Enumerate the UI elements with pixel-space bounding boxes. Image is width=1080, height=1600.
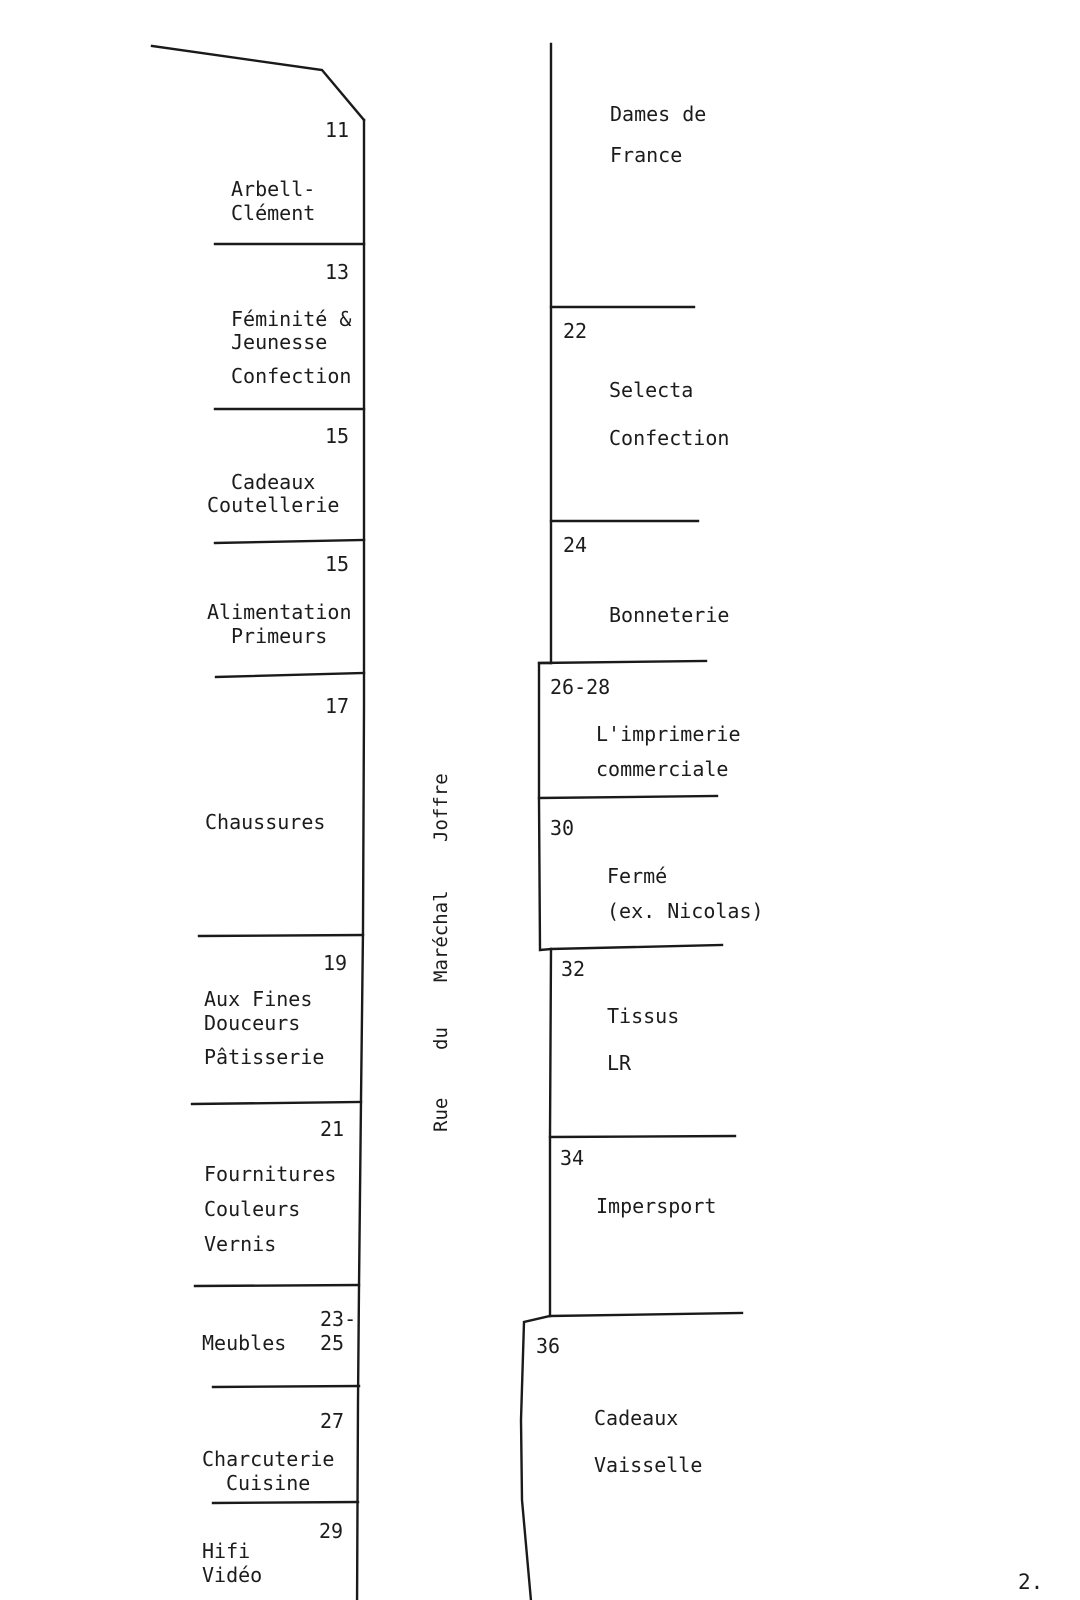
shop-name: Vidéo: [202, 1563, 263, 1587]
shop-number: 32: [561, 957, 586, 981]
shop-name: France: [610, 143, 683, 167]
left-top-boundary: [152, 46, 364, 120]
street-word-rue: Rue: [430, 1097, 452, 1132]
shop-name: Fournitures: [204, 1162, 337, 1186]
street-word-joffre: Joffre: [430, 773, 452, 842]
shop-name: Pâtisserie: [204, 1045, 325, 1069]
right-shops: [536, 102, 764, 1477]
left-divider-19-21: [192, 1102, 361, 1104]
left-divider-15-15: [215, 540, 364, 543]
shop-name: Bonneterie: [609, 603, 730, 627]
right-bottom-edge: [521, 1316, 550, 1600]
shop-name: Douceurs: [204, 1011, 301, 1035]
street-word-du: du: [430, 1027, 452, 1050]
shop-name: Hifi: [202, 1539, 251, 1563]
shop-number: 29: [319, 1519, 344, 1543]
left-divider-17-19: [199, 935, 363, 936]
shop-number: 27: [320, 1409, 345, 1433]
left-divider-21-23: [195, 1285, 359, 1286]
right-street-edge-lower: [550, 949, 551, 1316]
shop-number: 17: [325, 694, 350, 718]
shop-name: Vaisselle: [594, 1453, 703, 1477]
shop-name: LR: [607, 1051, 632, 1075]
shop-name: Tissus: [607, 1004, 680, 1028]
left-shops: [202, 118, 356, 1587]
right-divider-30-32: [551, 945, 722, 949]
right-divider-34-36: [550, 1313, 742, 1316]
shop-name: Impersport: [596, 1194, 717, 1218]
shop-number: 11: [325, 118, 350, 142]
left-divider-27-29: [213, 1502, 358, 1503]
shop-name: Selecta: [609, 378, 694, 402]
left-street-edge: [357, 120, 364, 1600]
shop-number: 22: [563, 319, 588, 343]
shop-name: L'imprimerie: [596, 722, 741, 746]
shop-number: 19: [323, 951, 348, 975]
page-number: 2.: [1018, 1570, 1044, 1594]
right-divider-24-26: [539, 661, 706, 663]
shop-name: Chaussures: [205, 810, 326, 834]
street-word-marechal: Maréchal: [430, 890, 452, 982]
shop-name: Meubles: [202, 1331, 287, 1355]
left-divider-15-17: [216, 673, 364, 677]
shop-name: Dames de: [610, 102, 707, 126]
shop-number: 23-: [320, 1307, 357, 1331]
shop-name: Confection: [609, 426, 730, 450]
right-divider-32-34: [550, 1136, 735, 1137]
shop-number: 36: [536, 1334, 561, 1358]
right-recessed-block: [539, 663, 551, 950]
shop-name: commerciale: [596, 757, 729, 781]
shop-name: Confection: [231, 364, 352, 388]
shop-number: 24: [563, 533, 588, 557]
shop-name: Jeunesse: [231, 330, 328, 354]
street-name: [430, 773, 452, 1132]
shop-name: Couleurs: [204, 1197, 301, 1221]
shop-name: Primeurs: [231, 624, 328, 648]
shop-name: Cadeaux: [231, 470, 316, 494]
shop-number: 34: [560, 1146, 585, 1170]
shop-number: 15: [325, 552, 350, 576]
shop-name: Charcuterie: [202, 1447, 335, 1471]
shop-number: 30: [550, 816, 575, 840]
shop-number: 25: [320, 1331, 345, 1355]
shop-number: 15: [325, 424, 350, 448]
shop-name: Arbell-: [231, 177, 316, 201]
shop-name: Aux Fines: [204, 987, 313, 1011]
shop-name: (ex. Nicolas): [607, 899, 764, 923]
shop-name: Fermé: [607, 864, 668, 888]
shop-name: Alimentation: [207, 600, 352, 624]
shop-number: 21: [320, 1117, 345, 1141]
shop-number: 26-28: [550, 675, 611, 699]
shop-number: 13: [325, 260, 350, 284]
shop-name: Coutellerie: [207, 493, 340, 517]
shop-name: Féminité &: [231, 307, 352, 331]
left-divider-23-27: [213, 1386, 359, 1387]
shop-name: Cuisine: [226, 1471, 311, 1495]
shop-name: Cadeaux: [594, 1406, 679, 1430]
shop-name: Vernis: [204, 1232, 277, 1256]
right-divider-26-30: [539, 796, 717, 798]
shop-name: Clément: [231, 201, 316, 225]
